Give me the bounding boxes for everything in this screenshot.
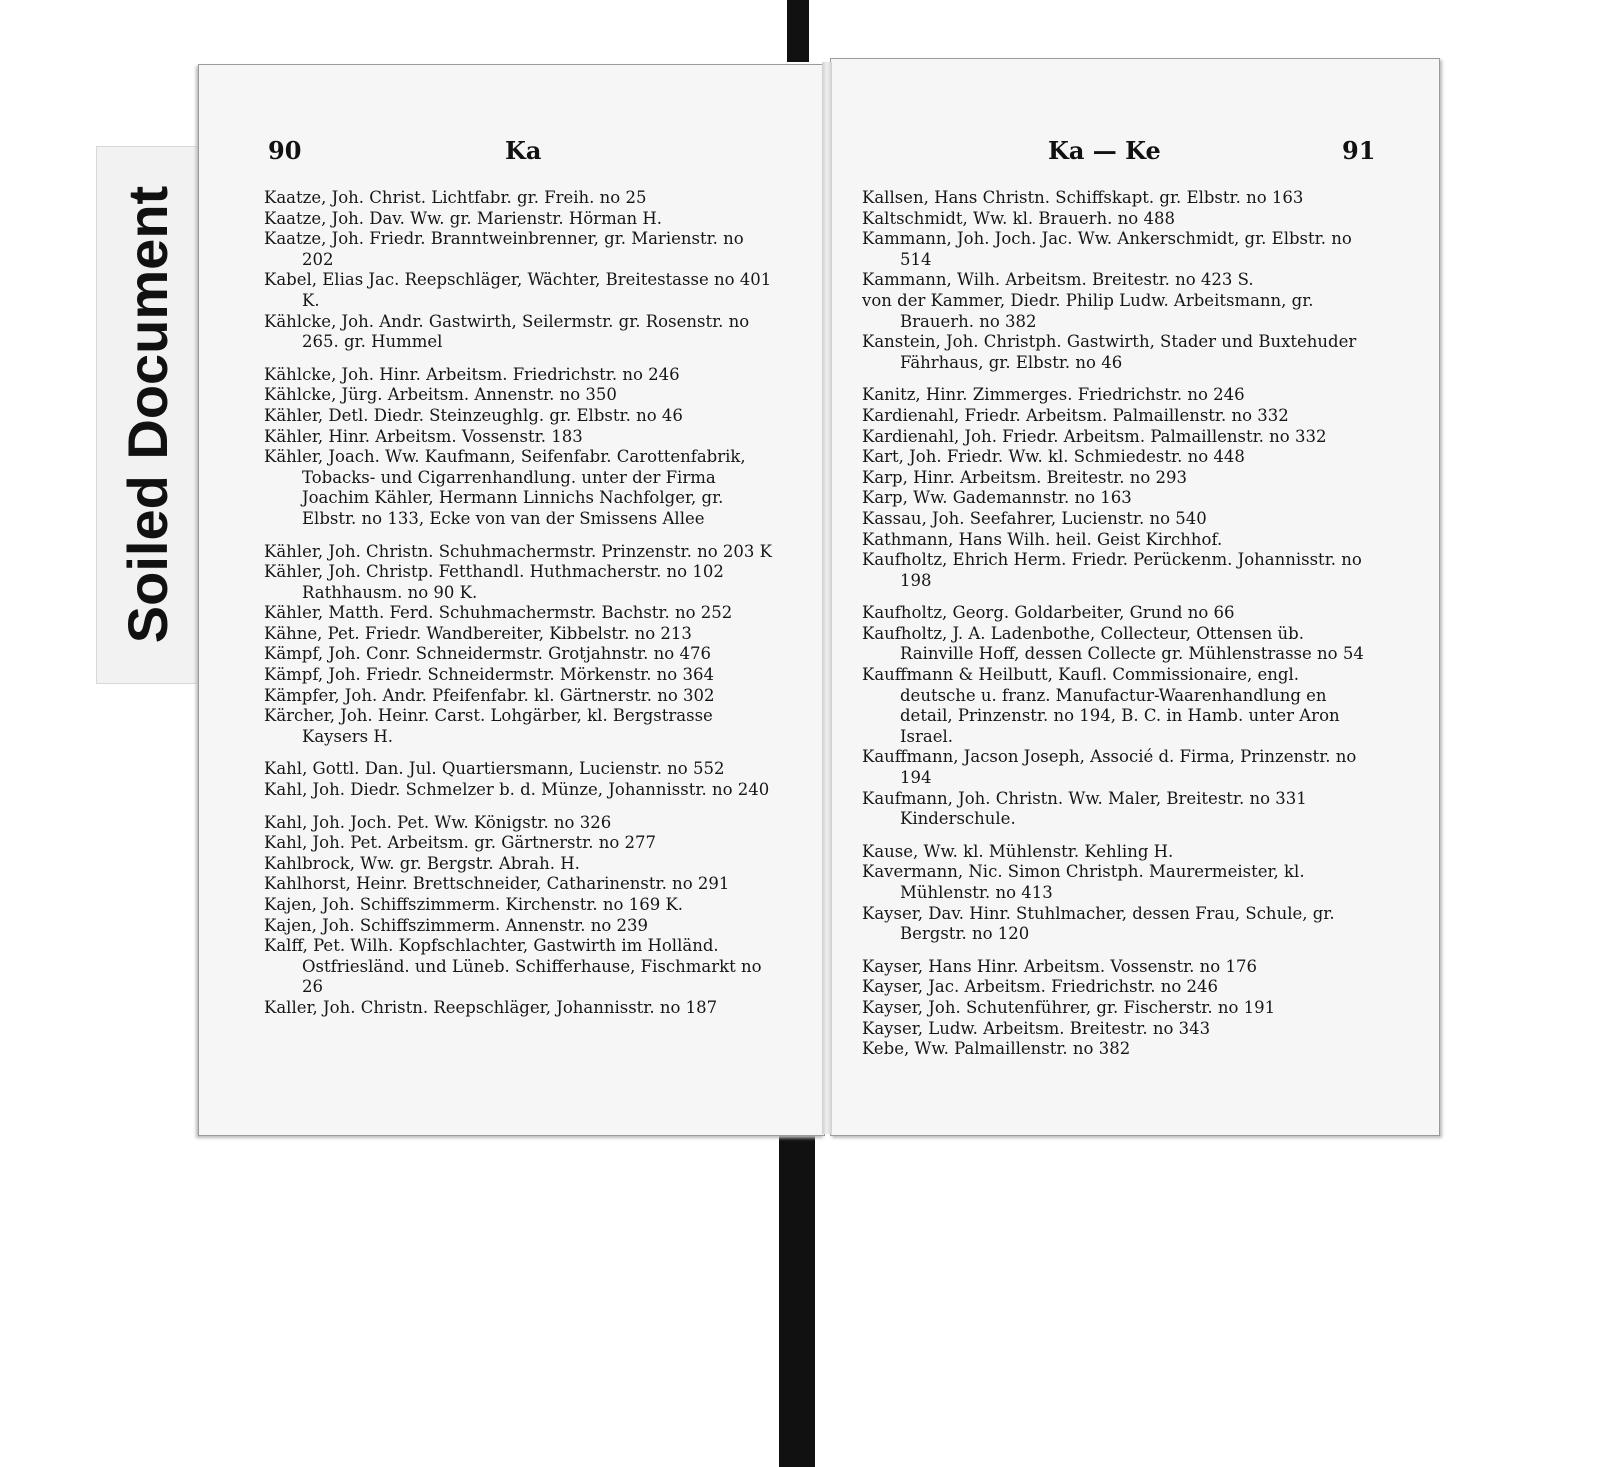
directory-entry: Kählcke, Jürg. Arbeitsm. Annenstr. no 350	[264, 385, 617, 405]
directory-entry: Kähler, Hinr. Arbeitsm. Vossenstr. 183	[264, 426, 583, 446]
directory-entry: Kaatze, Joh. Dav. Ww. gr. Marienstr. Hörman H.	[264, 208, 663, 228]
directory-entry: Kassau, Joh. Seefahrer, Lucienstr. no 540	[862, 508, 1207, 528]
directory-entry: Kähler, Joach. Ww. Kaufmann, Seifenfabr. Carottenfabrik, Tobacks- und Cigarrenhandlung. unter der Firma Joachim Kähler, Hermann Linnichs Nachfolger, gr. Elbstr. no 133, Ecke von van der Smissens Allee	[264, 447, 746, 528]
directory-entry: Kärcher, Joh. Heinr. Carst. Lohgärber, kl. Bergstrasse Kaysers H.	[264, 706, 713, 746]
directory-entry: Kayser, Joh. Schutenführer, gr. Fischerstr. no 191	[862, 997, 1276, 1017]
directory-entry: Kardienahl, Joh. Friedr. Arbeitsm. Palmaillenstr. no 332	[862, 426, 1327, 446]
directory-entry: Kaufmann, Joh. Christn. Ww. Maler, Breitestr. no 331 Kinderschule.	[862, 788, 1307, 829]
directory-entry: Kayser, Jac. Arbeitsm. Friedrichstr. no 246	[862, 977, 1219, 997]
directory-entry: Kayser, Dav. Hinr. Stuhlmacher, dessen Frau, Schule, gr. Bergstr. no 120	[862, 903, 1335, 944]
directory-entry: Kählcke, Joh. Hinr. Arbeitsm. Friedrichstr. no 246	[264, 364, 680, 384]
binding-strip-bottom	[779, 1124, 815, 1467]
directory-entry: Kanstein, Joh. Christph. Gastwirth, Stader und Buxtehuder Fährhaus, gr. Elbstr. no 46	[862, 332, 1357, 372]
directory-entry: Kämpfer, Joh. Andr. Pfeifenfabr. kl. Gärtnerstr. no 302	[264, 685, 715, 705]
directory-entry: Kanitz, Hinr. Zimmerges. Friedrichstr. no 246	[862, 385, 1245, 405]
soiled-document-label-wrap	[96, 146, 200, 682]
right-page-header: Ka — Ke	[1048, 136, 1161, 165]
soiled-document-label: Soiled Document	[116, 185, 180, 643]
directory-entry: Kajen, Joh. Schiffszimmerm. Kirchenstr. no 169 K.	[264, 895, 684, 914]
directory-entry: von der Kammer, Diedr. Philip Ludw. Arbeitsmann, gr. Brauerh. no 382	[862, 290, 1314, 331]
directory-entry: Kämpf, Joh. Conr. Schneidermstr. Grotjahnstr. no 476	[264, 644, 711, 664]
directory-entry: Kählcke, Joh. Andr. Gastwirth, Seilermstr. gr. Rosenstr. no 265. gr. Hummel	[264, 311, 750, 352]
directory-entry: Kähler, Detl. Diedr. Steinzeughlg. gr. Elbstr. no 46	[264, 405, 683, 425]
right-entry-list	[862, 188, 1370, 1060]
directory-entry: Kähler, Joh. Christp. Fetthandl. Huthmacherstr. no 102 Rathhausm. no 90 K.	[264, 562, 724, 602]
directory-entry: Kähler, Joh. Christn. Schuhmachermstr. Prinzenstr. no 203 K	[264, 541, 772, 561]
directory-entry: Kammann, Wilh. Arbeitsm. Breitestr. no 423 S.	[862, 270, 1254, 290]
directory-entry: Kaller, Joh. Christn. Reepschläger, Johannisstr. no 187	[264, 997, 718, 1017]
directory-entry: Kaufholtz, Ehrich Herm. Friedr. Perückenm. Johannisstr. no 198	[862, 550, 1362, 590]
directory-entry: Kayser, Ludw. Arbeitsm. Breitestr. no 343	[862, 1018, 1211, 1038]
directory-entry: Kalff, Pet. Wilh. Kopfschlachter, Gastwirth im Holländ. Ostfriesländ. und Lüneb. Schifferhause, Fischmarkt no 26	[264, 936, 762, 997]
directory-entry: Kauffmann & Heilbutt, Kaufl. Commissionaire, engl. deutsche u. franz. Manufactur-Waarenhandlung en detail, Prinzenstr. no 194, B. C. in Hamb. unter Aron Israel.	[862, 665, 1340, 746]
directory-entry: Kavermann, Nic. Simon Christph. Maurermeister, kl. Mühlenstr. no 413	[862, 862, 1305, 902]
left-entry-list	[264, 188, 772, 1019]
directory-entry: Kause, Ww. kl. Mühlenstr. Kehling H.	[862, 841, 1174, 861]
directory-entry: Kaltschmidt, Ww. kl. Brauerh. no 488	[862, 208, 1175, 228]
entry-group-gap	[264, 353, 772, 365]
directory-entry: Kaatze, Joh. Christ. Lichtfabr. gr. Freih. no 25	[264, 188, 647, 207]
directory-entry: Kabel, Elias Jac. Reepschläger, Wächter, Breitestasse no 401 K.	[264, 270, 772, 310]
directory-entry: Kebe, Ww. Palmaillenstr. no 382	[862, 1039, 1131, 1059]
directory-entry: Kauffmann, Jacson Joseph, Associé d. Firma, Prinzenstr. no 194	[862, 747, 1357, 788]
entry-group-gap	[862, 373, 1370, 385]
entry-group-gap	[264, 530, 772, 542]
directory-entry: Kahl, Gottl. Dan. Jul. Quartiersmann, Lucienstr. no 552	[264, 759, 725, 779]
directory-entry: Kathmann, Hans Wilh. heil. Geist Kirchhof.	[862, 529, 1223, 549]
directory-entry: Kahl, Joh. Joch. Pet. Ww. Königstr. no 326	[264, 812, 612, 832]
directory-entry: Kähler, Matth. Ferd. Schuhmachermstr. Bachstr. no 252	[264, 603, 733, 623]
directory-entry: Kaufholtz, J. A. Ladenbothe, Collecteur, Ottensen üb. Rainville Hoff, dessen Collecte gr. Mühlenstrasse no 54	[862, 623, 1364, 664]
left-page-number: 90	[268, 136, 302, 165]
entry-group-gap	[862, 830, 1370, 842]
binding-strip-top	[787, 0, 809, 62]
directory-entry: Karp, Ww. Gademannstr. no 163	[862, 488, 1132, 508]
directory-entry: Kahl, Joh. Diedr. Schmelzer b. d. Münze, Johannisstr. no 240	[264, 780, 770, 800]
entry-group-gap	[264, 801, 772, 813]
directory-entry: Kallsen, Hans Christn. Schiffskapt. gr. Elbstr. no 163	[862, 188, 1304, 207]
left-page-header: Ka	[505, 136, 542, 165]
directory-entry: Kardienahl, Friedr. Arbeitsm. Palmaillenstr. no 332	[862, 405, 1289, 425]
directory-entry: Kahlbrock, Ww. gr. Bergstr. Abrah. H.	[264, 853, 580, 873]
directory-entry: Kammann, Joh. Joch. Jac. Ww. Ankerschmidt, gr. Elbstr. no 514	[862, 229, 1352, 269]
entry-group-gap	[264, 747, 772, 759]
directory-entry: Karp, Hinr. Arbeitsm. Breitestr. no 293	[862, 467, 1188, 487]
directory-entry: Kart, Joh. Friedr. Ww. kl. Schmiedestr. no 448	[862, 447, 1245, 467]
directory-entry: Kahl, Joh. Pet. Arbeitsm. gr. Gärtnerstr. no 277	[264, 833, 657, 853]
directory-entry: Kaufholtz, Georg. Goldarbeiter, Grund no 66	[862, 603, 1235, 623]
directory-entry: Kähne, Pet. Friedr. Wandbereiter, Kibbelstr. no 213	[264, 623, 692, 643]
entry-group-gap	[862, 591, 1370, 603]
book-gutter	[822, 62, 832, 1134]
directory-entry: Kämpf, Joh. Friedr. Schneidermstr. Mörkenstr. no 364	[264, 665, 714, 685]
directory-entry: Kahlhorst, Heinr. Brettschneider, Catharinenstr. no 291	[264, 874, 730, 894]
directory-entry: Kaatze, Joh. Friedr. Branntweinbrenner, gr. Marienstr. no 202	[264, 229, 744, 269]
directory-entry: Kayser, Hans Hinr. Arbeitsm. Vossenstr. no 176	[862, 956, 1257, 976]
entry-group-gap	[862, 945, 1370, 957]
right-page-number: 91	[1342, 136, 1376, 165]
directory-entry: Kajen, Joh. Schiffszimmerm. Annenstr. no 239	[264, 915, 649, 935]
